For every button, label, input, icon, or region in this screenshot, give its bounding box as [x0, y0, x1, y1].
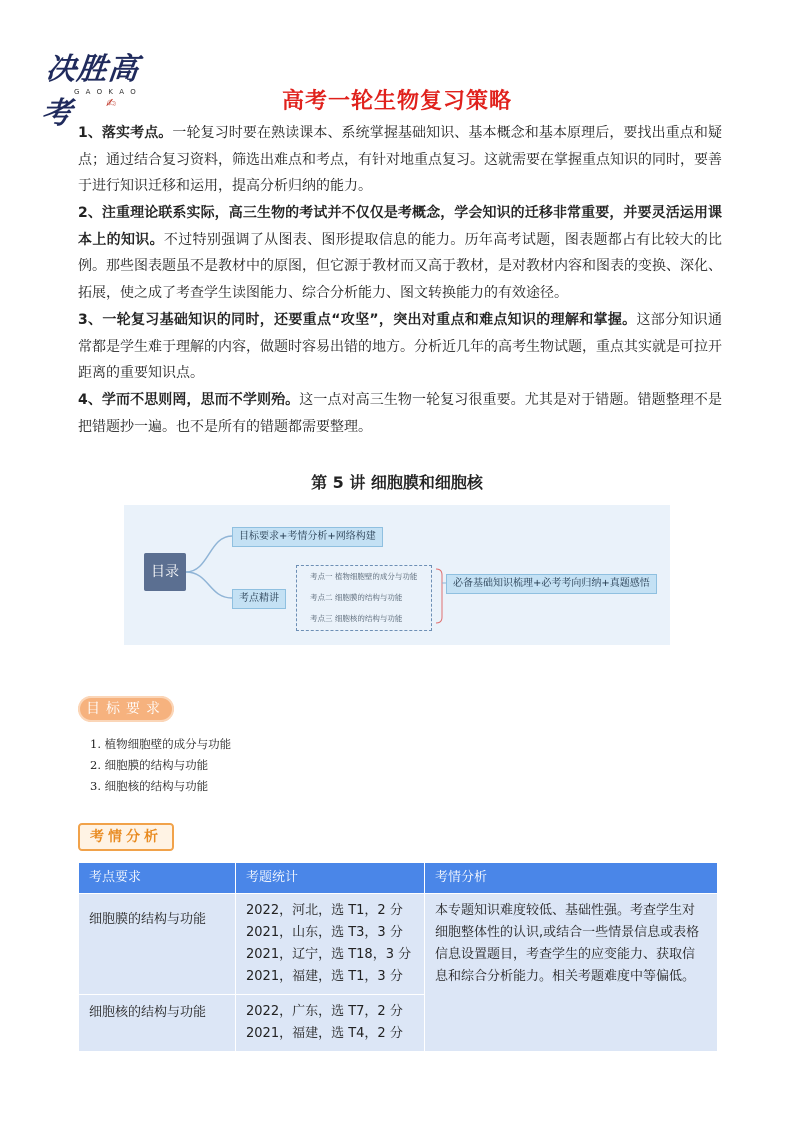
paragraph-lead: 1、落实考点。	[78, 125, 173, 141]
mindmap-node-goals: 目标要求+考情分析+网络构建	[232, 527, 383, 547]
page-title: 高考一轮生物复习策略	[281, 89, 512, 114]
paragraph-lead: 3、一轮复习基础知识的同时，还要重点“攻坚”，突出对重点和难点知识的理解和掌握。	[78, 312, 637, 328]
goal-item: 1. 植物细胞壁的成分与功能	[90, 737, 232, 751]
goal-list	[90, 734, 231, 797]
table-header: 考题统计	[236, 863, 425, 894]
paragraph-lead: 2、注重理论联系实际，高三生物的考试并不仅仅是考概念，学会知识的迁移非常重要，并要灵活运用课本上的知识。	[78, 205, 722, 248]
mindmap-root: 目录	[144, 553, 186, 591]
stat-line: 2021，福建，选 T1，3 分	[246, 969, 403, 984]
stat-line: 2022，河北，选 T1，2 分	[246, 903, 403, 918]
paragraph-body: 这部分知识通常都是学生难于理解的内容，做题时容易出错的地方。分析近几年的高考生物试题，重点其实就是可拉开距离的重要知识点。	[78, 312, 722, 381]
stat-line: 2021，山东，选 T3，3 分	[246, 925, 403, 940]
paragraph-4	[78, 387, 722, 440]
table-header-row	[79, 863, 718, 894]
paragraph-body: 一轮复习时要在熟读课本、系统掌握基础知识、基本概念和基本原理后，要找出重点和疑点；通过结合复习资料，筛选出难点和考点，有针对地重点复习。这就需要在掌握重点知识的同时，要善于进行知识迁移和运用，提高分析归纳的能力。	[78, 125, 722, 194]
logo-subtext: G A O K A O	[74, 88, 138, 96]
paragraph-3	[78, 307, 722, 387]
analysis-badge: 考情分析	[78, 823, 174, 851]
paragraph-2	[78, 200, 722, 306]
stat-line: 2021，辽宁，选 T18，3 分	[246, 947, 412, 962]
mindmap-subtopic: 考点一 植物细胞壁的成分与功能	[310, 572, 418, 581]
table-cell-analysis: 本专题知识难度较低、基础性强。考查学生对细胞整体性的认识,或结合一些情景信息或表格信息设置题目，考查学生的应变能力、获取信息和综合分析能力。相关考题难度中等偏低。	[425, 894, 718, 1052]
paragraph-body: 不过特别强调了从图表、图形提取信息的能力。历年高考试题，图表题都占有比较大的比例。那些图表题虽不是教材中的原图，但它源于教材而又高于教材，是对教材内容和图表的变换、深化、拓展，使之成了考查学生读图能力、综合分析能力、图文转换能力的有效途径。	[78, 231, 723, 301]
goal-item: 3. 细胞核的结构与功能	[90, 779, 209, 793]
stat-line: 2021，福建，选 T4，2 分	[246, 1026, 403, 1041]
mindmap-node-summary: 必备基础知识梳理+必考考向归纳+真题感悟	[446, 574, 657, 594]
table-cell-stats	[236, 894, 425, 995]
mindmap-subtopic: 考点二 细胞膜的结构与功能	[310, 593, 403, 602]
exam-analysis-table	[78, 862, 718, 1052]
table-cell-topic: 细胞核的结构与功能	[79, 995, 236, 1052]
table-cell-topic: 细胞膜的结构与功能	[79, 894, 236, 995]
section-title: 第 5 讲 细胞膜和细胞核	[311, 473, 483, 492]
table-cell-stats	[236, 995, 425, 1052]
student-figure-icon: ✍	[106, 96, 117, 110]
mindmap-node-key-points: 考点精讲	[232, 589, 286, 609]
logo-text: 决胜高考	[39, 52, 141, 131]
table-row	[79, 894, 718, 995]
mindmap	[124, 505, 670, 645]
paragraph-1	[78, 120, 722, 200]
paragraph-body: 这一点对高三生物一轮复习很重要。尤其是对于错题。错题整理不是把错题抄一遍。也不是所有的错题都需要整理。	[78, 392, 723, 435]
table-header: 考点要求	[79, 863, 236, 894]
table-header: 考情分析	[425, 863, 718, 894]
paragraph-lead: 4、学而不思则罔，思而不学则殆。	[78, 392, 300, 408]
goal-badge: 目标要求	[78, 696, 174, 722]
mindmap-subtopic: 考点三 细胞核的结构与功能	[310, 614, 403, 623]
stat-line: 2022，广东，选 T7，2 分	[246, 1004, 403, 1019]
goal-item: 2. 细胞膜的结构与功能	[90, 758, 209, 772]
